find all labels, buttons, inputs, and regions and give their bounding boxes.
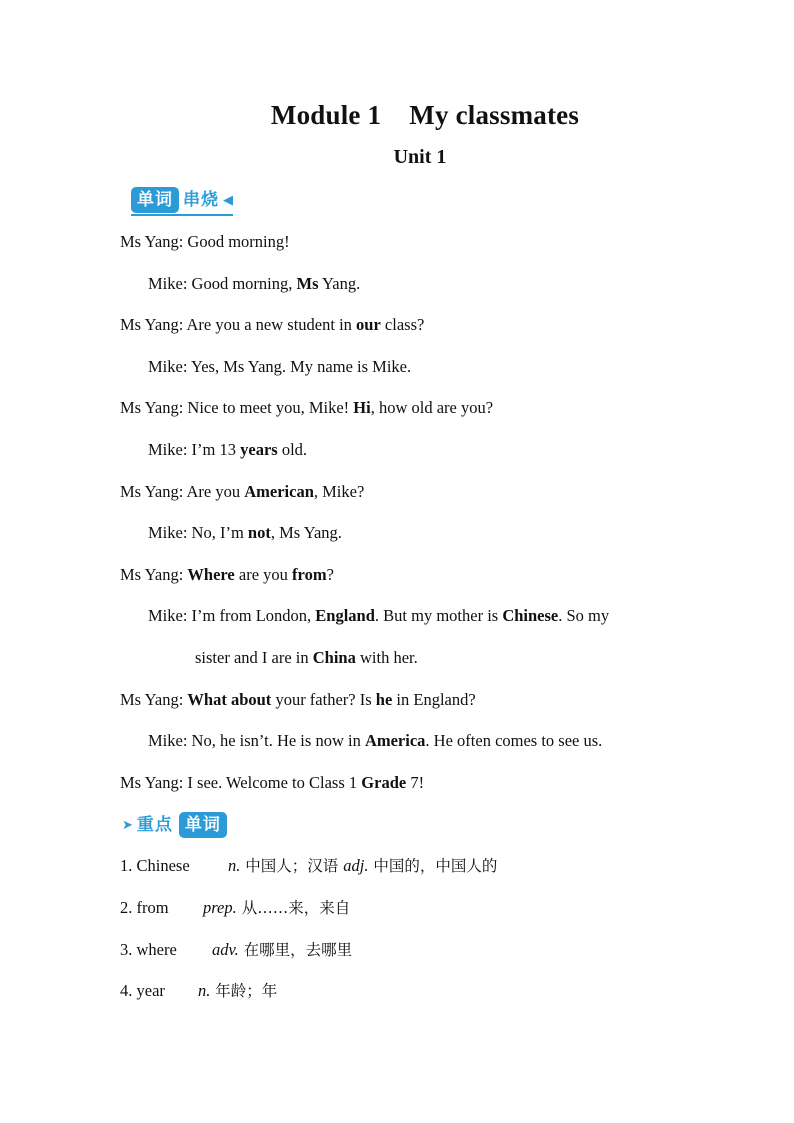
badge-solid-label: 单词 [179, 812, 227, 838]
key-word: our [356, 315, 381, 335]
part-of-speech: prep. [203, 898, 237, 917]
dialogue-line [148, 440, 307, 460]
key-word: What about [187, 689, 272, 709]
dialogue-text [192, 523, 342, 542]
speaker-label: Mike: [148, 606, 192, 626]
text-segment: . He often comes to see us. [425, 731, 603, 751]
meaning: 中国人；汉语 [240, 857, 344, 875]
dialogue-text [187, 398, 493, 417]
key-word: American [244, 481, 314, 501]
dialogue-line [120, 232, 290, 252]
text-segment: , Mike? [313, 481, 365, 501]
module-label: Module 1 [270, 100, 382, 130]
badge-outline-label: 重点 [136, 815, 173, 835]
text-segment: I see. Welcome to Class 1 [187, 772, 362, 792]
arrow-right-icon: ➤ [122, 817, 133, 833]
text-segment: Good morning! [187, 232, 290, 251]
text-segment: 7! [406, 772, 425, 792]
module-topic: My classmates [409, 100, 580, 130]
meaning: 从……来，来自 [236, 899, 351, 917]
key-word: China [312, 648, 356, 667]
speaker-label: Ms Yang: [120, 689, 188, 709]
dialogue-text [192, 731, 603, 750]
key-word: years [240, 440, 278, 459]
section-badge-word-chain [131, 187, 233, 216]
text-segment: , Ms Yang. [270, 523, 342, 543]
key-word: England [315, 606, 375, 626]
dialogue-text [187, 482, 365, 501]
speaker-label: Mike: [148, 356, 191, 376]
dialogue-line [148, 523, 342, 543]
dialogue-line [148, 731, 602, 751]
dialogue-line [148, 606, 609, 626]
text-segment: . So my [558, 606, 610, 626]
dialogue-line [120, 690, 476, 710]
text-segment: are you [234, 564, 293, 584]
key-word: Grade [361, 772, 407, 792]
text-segment: Yes, Ms Yang. My name is Mike. [190, 356, 412, 376]
text-segment: old. [277, 440, 308, 459]
text-segment: sister and I are in [195, 648, 313, 667]
key-word: not [247, 523, 271, 543]
page-title [0, 100, 794, 131]
dialogue-text [187, 690, 475, 709]
vocab-item [120, 939, 353, 961]
speaker-label: Mike: [148, 523, 192, 543]
text-segment: I’m from London, [191, 606, 316, 626]
key-word: Hi [353, 398, 371, 418]
vocab-item [120, 980, 278, 1002]
speaker-label: Ms Yang: [120, 564, 188, 584]
section-badge-key-words [122, 812, 227, 838]
speaker-label: Ms Yang: [120, 481, 187, 501]
text-segment: with her. [355, 648, 418, 667]
dialogue-line [120, 565, 334, 585]
part-of-speech: n. [228, 856, 241, 875]
dialogue-line [120, 315, 424, 335]
meaning: 在哪里，去哪里 [238, 941, 353, 959]
dialogue-line [120, 482, 364, 502]
arrow-left-icon: ◀ [223, 192, 233, 208]
part-of-speech: n. [198, 981, 211, 1000]
dialogue-text [192, 440, 308, 459]
text-segment: class? [380, 315, 425, 335]
text-segment: Are you [186, 481, 245, 501]
key-word: Ms [296, 273, 319, 293]
text-segment: your father? Is [271, 689, 376, 709]
speaker-label: Ms Yang: [120, 772, 188, 792]
key-word: he [375, 689, 393, 709]
dialogue-text [187, 232, 289, 251]
text-segment: . But my mother is [374, 606, 503, 626]
vocab-word: 2. from [120, 898, 169, 917]
key-word: from [292, 564, 327, 584]
speaker-label: Mike: [148, 440, 192, 459]
unit-subtitle: Unit 1 [393, 146, 447, 168]
text-segment: Good morning, [191, 273, 297, 293]
part-of-speech: adv. [212, 940, 239, 959]
key-word: Chinese [502, 606, 559, 626]
vocab-item [120, 897, 351, 919]
speaker-label: Ms Yang: [120, 315, 187, 335]
speaker-label: Mike: [148, 731, 192, 751]
text-segment: Yang. [318, 273, 361, 293]
dialogue-line [195, 648, 418, 668]
text-segment: I’m 13 [191, 440, 241, 459]
dialogue-text [187, 315, 425, 334]
key-word: America [364, 731, 426, 751]
text-segment: Nice to meet you, Mike! [187, 398, 354, 418]
text-segment: in England? [392, 689, 476, 709]
dialogue-text [195, 648, 418, 667]
meaning: 中国的，中国人的 [368, 857, 498, 875]
dialogue-line [148, 274, 360, 294]
dialogue-text [192, 606, 610, 625]
speaker-label: Ms Yang: [120, 398, 188, 418]
vocab-item [120, 855, 498, 877]
dialogue-text [187, 773, 424, 792]
text-segment: ? [326, 564, 334, 584]
speaker-label: Ms Yang: [120, 232, 188, 251]
part-of-speech: adj. [343, 856, 369, 875]
dialogue-line [148, 357, 411, 377]
text-segment: No, I’m [191, 523, 248, 543]
badge-outline-label: 串烧 [183, 190, 219, 210]
text-segment: Are you a new student in [186, 315, 357, 335]
vocab-word: 4. year [120, 981, 165, 1000]
dialogue-line [120, 773, 424, 793]
dialogue-line [120, 398, 493, 418]
badge-solid-label: 单词 [131, 187, 179, 213]
vocab-word: 3. where [120, 940, 177, 959]
dialogue-text [191, 357, 411, 376]
vocab-word: 1. Chinese [120, 856, 190, 875]
dialogue-text [187, 565, 333, 584]
dialogue-text [192, 274, 361, 293]
meaning: 年龄；年 [210, 982, 278, 1000]
text-segment: No, he isn’t. He is now in [191, 731, 365, 751]
key-word: Where [187, 564, 235, 584]
text-segment: , how old are you? [370, 398, 494, 418]
speaker-label: Mike: [148, 273, 192, 293]
